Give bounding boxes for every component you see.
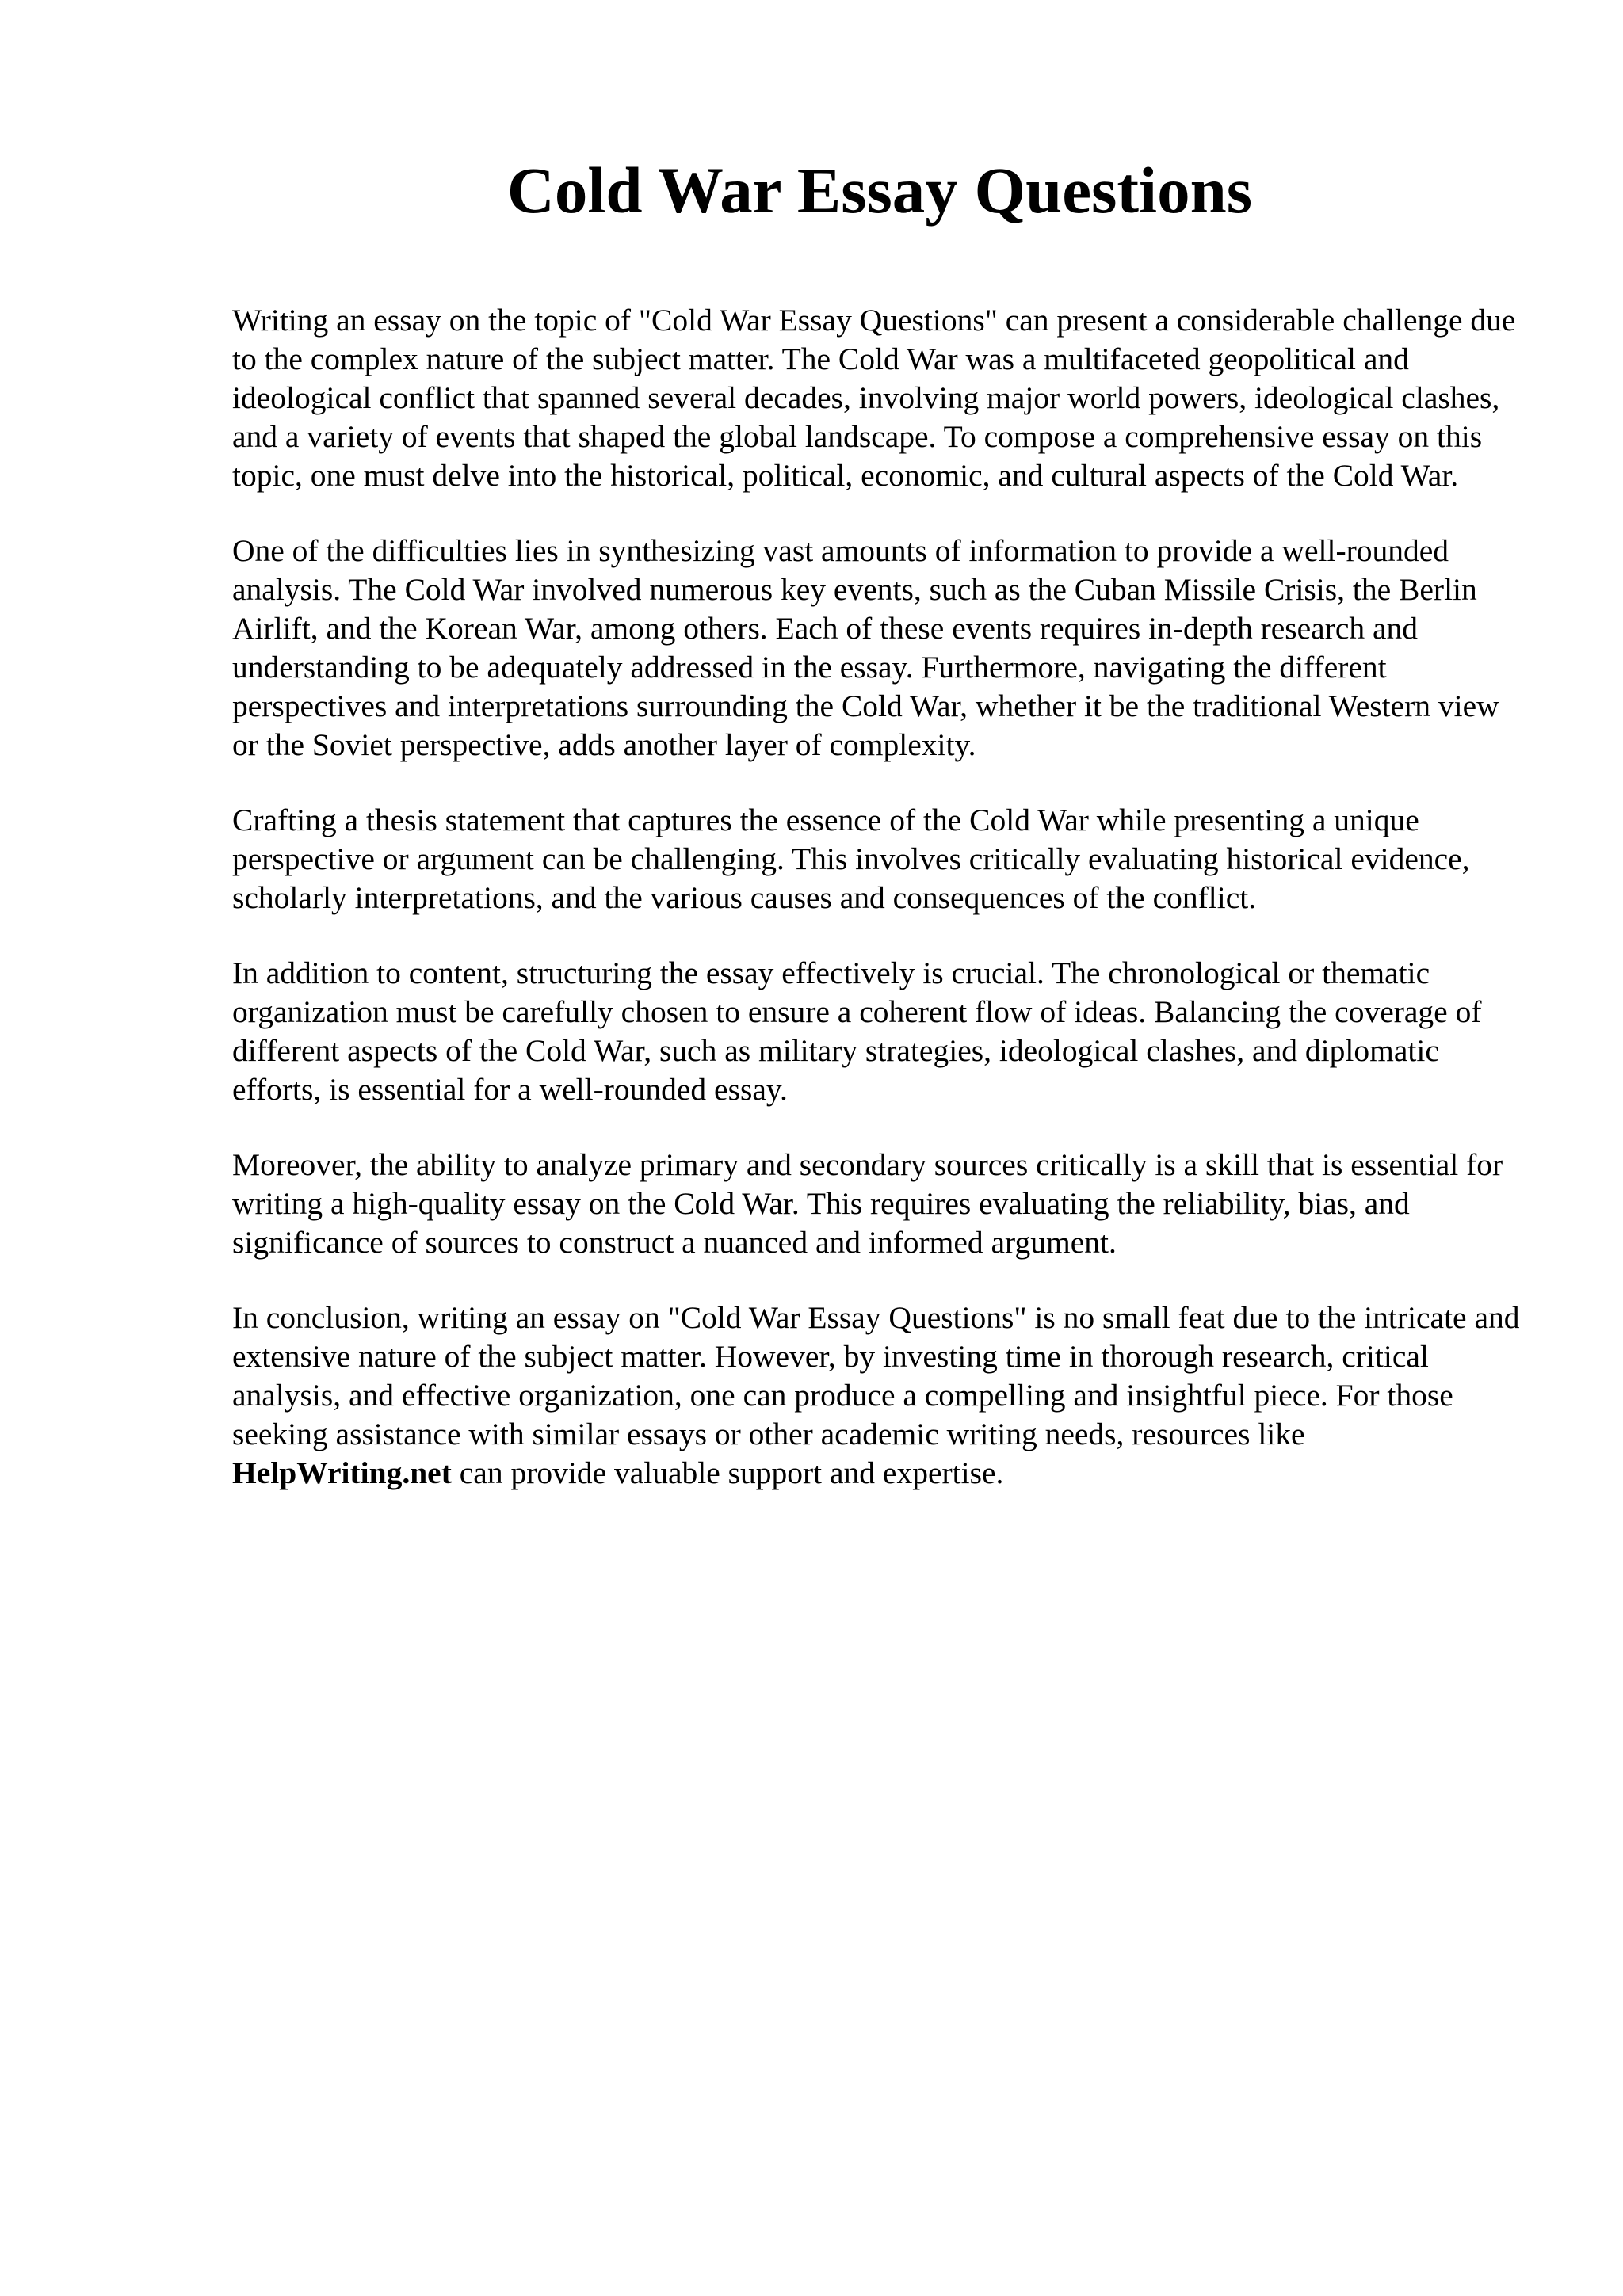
conclusion-text-after: can provide valuable support and expertise. xyxy=(451,1455,1004,1490)
document-title: Cold War Essay Questions xyxy=(506,154,1253,227)
paragraph-thesis: Crafting a thesis statement that captures the essence of the Cold War while presenting a unique perspective or argument can be challenging. This involves critically evaluating historical evidence, scholarly interpretations, and the various causes and consequences of the conflict. xyxy=(232,803,1470,915)
paragraph-sources: Moreover, the ability to analyze primary and secondary sources critically is a skill that is essential for writing a high-quality essay on the Cold War. This requires evaluating the reliability, bias, and significance of sources to construct a nuanced and informed argument. xyxy=(232,1147,1503,1260)
paragraph-difficulties: One of the difficulties lies in synthesizing vast amounts of information to provide a well-rounded analysis. The Cold War involved numerous key events, such as the Cuban Missile Crisis, the Berlin Airlift, and the Korean War, among others. Each of these events requires in-depth research and understanding to be adequately addressed in the essay. Furthermore, navigating the different perspectives and interpretations surrounding the Cold War, whether it be the traditional Western view or the Soviet perspective, adds another layer of complexity. xyxy=(232,533,1499,762)
paragraph-structure: In addition to content, structuring the essay effectively is crucial. The chronological or thematic organization must be carefully chosen to ensure a coherent flow of ideas. Balancing the coverage of different aspects of the Cold War, such as military strategies, ideological clashes, and diplomatic efforts, is essential for a well-rounded essay. xyxy=(232,955,1482,1107)
paragraph-intro: Writing an essay on the topic of "Cold War Essay Questions" can present a considerable challenge due to the complex nature of the subject matter. The Cold War was a multifaceted geopolitical and ideological conflict that spanned several decades, involving major world powers, ideological clashes, and a variety of events that shaped the global landscape. To compose a comprehensive essay on this topic, one must delve into the historical, political, economic, and cultural aspects of the Cold War. xyxy=(232,303,1516,493)
conclusion-text-before: In conclusion, writing an essay on "Cold War Essay Questions" is no small feat due to the intricate and extensive nature of the subject matter. However, by investing time in thorough research, critical analysis, and effective organization, one can produce a compelling and insightful piece. For those seeking assistance with similar essays or other academic writing needs, resources like xyxy=(232,1300,1520,1451)
brand-name: HelpWriting.net xyxy=(232,1455,452,1490)
document-body xyxy=(232,301,1532,1529)
paragraph-conclusion xyxy=(232,1299,1532,1493)
